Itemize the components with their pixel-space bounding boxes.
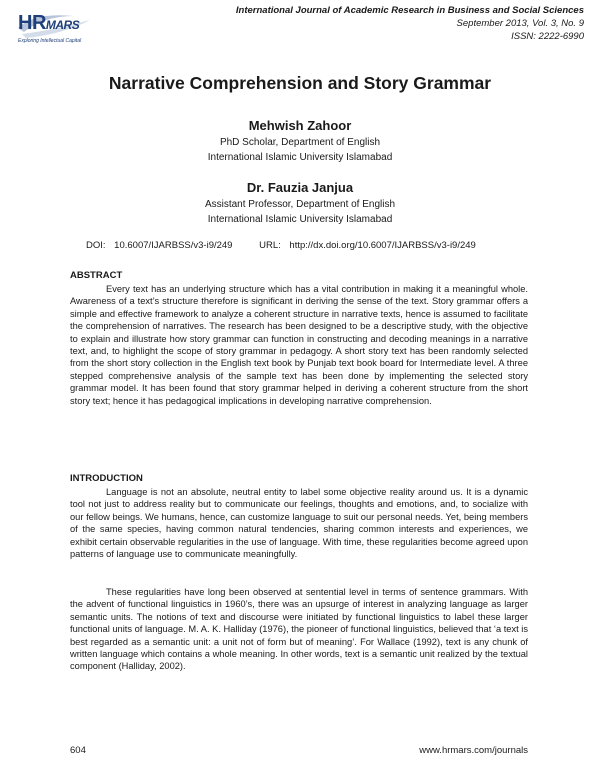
author-position: Assistant Professor, Department of English [204,199,396,210]
doi-line [86,240,482,251]
logo-tagline: Exploring Intellectual Capital [18,38,82,44]
url-link[interactable]: http://dx.doi.org/10.6007/IJARBSS/v3-i9/249 [289,240,476,251]
author-name: Mehwish Zahoor [248,118,352,133]
journal-issue: September 2013, Vol. 3, No. 9 [456,18,584,29]
author-block [0,179,600,227]
author-block [0,117,600,165]
publisher-logo [8,10,100,54]
doi-label: DOI: [86,240,106,251]
journal-name: International Journal of Academic Research in Business and Social Sciences [235,5,584,16]
introduction-heading: INTRODUCTION [70,473,143,484]
footer-website[interactable]: www.hrmars.com/journals [419,745,528,756]
logo-text: HRMARS [18,12,80,34]
author-institution: International Islamic University Islamabad [207,152,393,163]
abstract-text: Every text has an underlying structure which has a vital contribution in making it a meaningful whole. Awareness of a text’s structure therefore is significant in deriving the sense of the text. Story grammar offers a simple and effective framework to analyze a coherent structure in narrative texts, hence is assumed to facilitate the comprehension of narratives. The research has been designed to be a descriptive study, with the objective to explain and illustrate how story grammar can function in constructing and decoding meanings in a narrative text, and, to highlight the scope of story grammar in pedagogy. A short story text has been randomly selected from the short story collection in the English text book by Punjab text book board for Intermediate level. A three stepped comprehensive analysis of the sample text has been done by implementing the selected story grammar model. It has been found that story grammar helped in deriving a coherent structure from the short story text; hence it has pedagogical implications in developing narrative comprehension. [70,284,528,406]
journal-header [236,4,584,43]
author-institution: International Islamic University Islamabad [207,214,393,225]
doi-value[interactable]: 10.6007/IJARBSS/v3-i9/249 [114,240,233,251]
paper-title: Narrative Comprehension and Story Grammar [108,73,492,93]
author-name: Dr. Fauzia Janjua [246,180,354,195]
introduction-paragraph: These regularities have long been observed at sentential level in terms of sentence grammars. With the advent of functional linguistics in 1960’s, there was an upsurge of interest in analyzing language as larger semantic units. The notions of text and discourse were initiated by functional linguistics to label these larger functional units of language. M. A. K. Halliday (1976), the pioneer of functional linguistics, believed that ‘a text is best regarded as a semantic unit: a unit not of form but of meaning’. For Wallace (1992), text is any chunk of written language which contains a whole meaning. In other words, text is a semantic unit realized by the textual component (Halliday, 2002). [70,587,528,672]
url-label: URL: [259,240,281,251]
author-position: PhD Scholar, Department of English [219,137,381,148]
abstract-heading: ABSTRACT [70,270,123,281]
journal-issn: ISSN: 2222-6990 [511,31,584,42]
introduction-paragraph: Language is not an absolute, neutral entity to label some objective reality around us. It is a dynamic tool not just to address reality but to communicate our feelings, thoughts and emotions, and, to socialize with our fellow beings. We humans, hence, can customize language to suit our personal needs. Yet, being members of the same species, having common natural tendencies, sharing common interests and experiences, we exhibit certain observable regularities in the use of language. With time, these regularities become agreed upon patterns of language use to communicate meaningfully. [70,487,528,560]
page-number: 604 [70,745,86,756]
